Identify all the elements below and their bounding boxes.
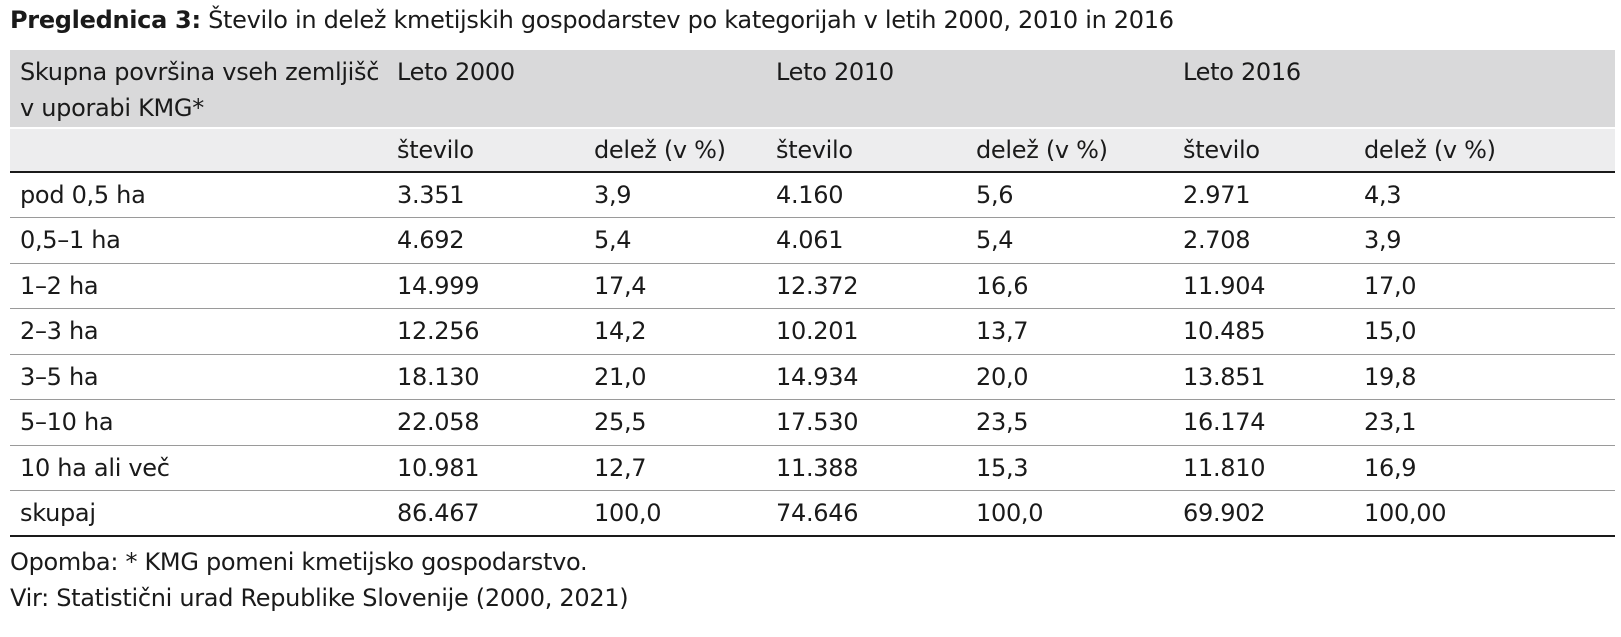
table-row [10, 263, 1615, 309]
table-row [10, 172, 1615, 218]
table-cell: 3,9 [1364, 226, 1402, 255]
table-cell: 17,0 [1364, 271, 1417, 300]
header-measure: delež (v %) [594, 136, 726, 164]
header-measure: delež (v %) [1364, 136, 1496, 164]
header-measure: število [397, 136, 474, 164]
table-cell: 16.174 [1183, 408, 1266, 437]
table-cell: 11.904 [1183, 271, 1266, 300]
table-row [10, 400, 1615, 446]
table-cell: 12.372 [776, 271, 859, 300]
table-notes [10, 544, 628, 616]
table-caption [10, 4, 1174, 36]
row-category-cell: 3–5 ha [20, 362, 99, 391]
caption-label: Preglednica 3: [10, 6, 201, 34]
table-cell: 22.058 [397, 408, 480, 437]
header-row-years [10, 50, 1615, 128]
table-cell: 18.130 [397, 362, 480, 391]
table-cell: 13,7 [976, 317, 1029, 346]
table-cell: 15,3 [976, 453, 1029, 482]
table-cell: 17.530 [776, 408, 859, 437]
table-cell: 69.902 [1183, 499, 1266, 527]
table-cell: 4.160 [776, 181, 844, 209]
row-category-cell: 10 ha ali več [20, 453, 170, 482]
table-cell: 10.201 [776, 317, 859, 346]
table-cell: 100,0 [594, 499, 662, 527]
header-empty-cell [10, 128, 387, 172]
table-cell: 10.981 [397, 453, 480, 482]
table-body [10, 172, 1615, 536]
table-cell: 14,2 [594, 317, 647, 346]
table-row [10, 309, 1615, 355]
table-cell: 17,4 [594, 271, 647, 300]
table-cell: 12,7 [594, 453, 647, 482]
row-category-cell: 5–10 ha [20, 408, 114, 437]
row-category-cell: 2–3 ha [20, 317, 99, 346]
row-category-cell: skupaj [20, 499, 96, 527]
row-category-cell: pod 0,5 ha [20, 181, 146, 209]
table-row [10, 445, 1615, 491]
header-year: Leto 2016 [1183, 58, 1301, 86]
table-cell: 14.934 [776, 362, 859, 391]
table-cell: 4,3 [1364, 181, 1402, 209]
table-cell: 15,0 [1364, 317, 1417, 346]
data-table [10, 50, 1615, 537]
note-source: Vir: Statistični urad Republike Slovenije (2000, 2021) [10, 584, 629, 612]
header-category: Skupna površina vseh zemljišč v uporabi KMG* [20, 58, 380, 122]
table-cell: 2.708 [1183, 226, 1251, 255]
table-cell: 5,6 [976, 181, 1014, 209]
header-measure: delež (v %) [976, 136, 1108, 164]
table-cell: 4.692 [397, 226, 465, 255]
table-cell: 100,0 [976, 499, 1044, 527]
header-row-measures [10, 128, 1615, 172]
table-cell: 11.810 [1183, 453, 1266, 482]
table-cell: 19,8 [1364, 362, 1417, 391]
row-category-cell: 0,5–1 ha [20, 226, 121, 255]
header-year: Leto 2010 [776, 58, 894, 86]
header-measure: število [1183, 136, 1260, 164]
table-cell: 23,1 [1364, 408, 1417, 437]
table-cell: 21,0 [594, 362, 647, 391]
table-cell: 16,6 [976, 271, 1029, 300]
table-row [10, 354, 1615, 400]
row-category-cell: 1–2 ha [20, 271, 99, 300]
table-row [10, 218, 1615, 264]
note-remark: Opomba: * KMG pomeni kmetijsko gospodarstvo. [10, 548, 588, 576]
table-cell: 25,5 [594, 408, 647, 437]
table-cell: 13.851 [1183, 362, 1266, 391]
table-cell: 20,0 [976, 362, 1029, 391]
table-cell: 86.467 [397, 499, 480, 527]
table-row [10, 491, 1615, 537]
table-cell: 2.971 [1183, 181, 1251, 209]
table-cell: 100,00 [1364, 499, 1447, 527]
table-cell: 16,9 [1364, 453, 1417, 482]
table-cell: 5,4 [594, 226, 632, 255]
table-cell: 3,9 [594, 181, 632, 209]
table-cell: 23,5 [976, 408, 1029, 437]
table-cell: 11.388 [776, 453, 859, 482]
table-cell: 5,4 [976, 226, 1014, 255]
table-cell: 10.485 [1183, 317, 1266, 346]
header-measure: število [776, 136, 853, 164]
table-cell: 12.256 [397, 317, 480, 346]
table-cell: 74.646 [776, 499, 859, 527]
table-cell: 3.351 [397, 181, 465, 209]
header-year: Leto 2000 [397, 58, 515, 86]
table-cell: 14.999 [397, 271, 480, 300]
caption-text: Število in delež kmetijskih gospodarstev po kategorijah v letih 2000, 2010 in 2016 [208, 6, 1174, 34]
table-cell: 4.061 [776, 226, 844, 255]
